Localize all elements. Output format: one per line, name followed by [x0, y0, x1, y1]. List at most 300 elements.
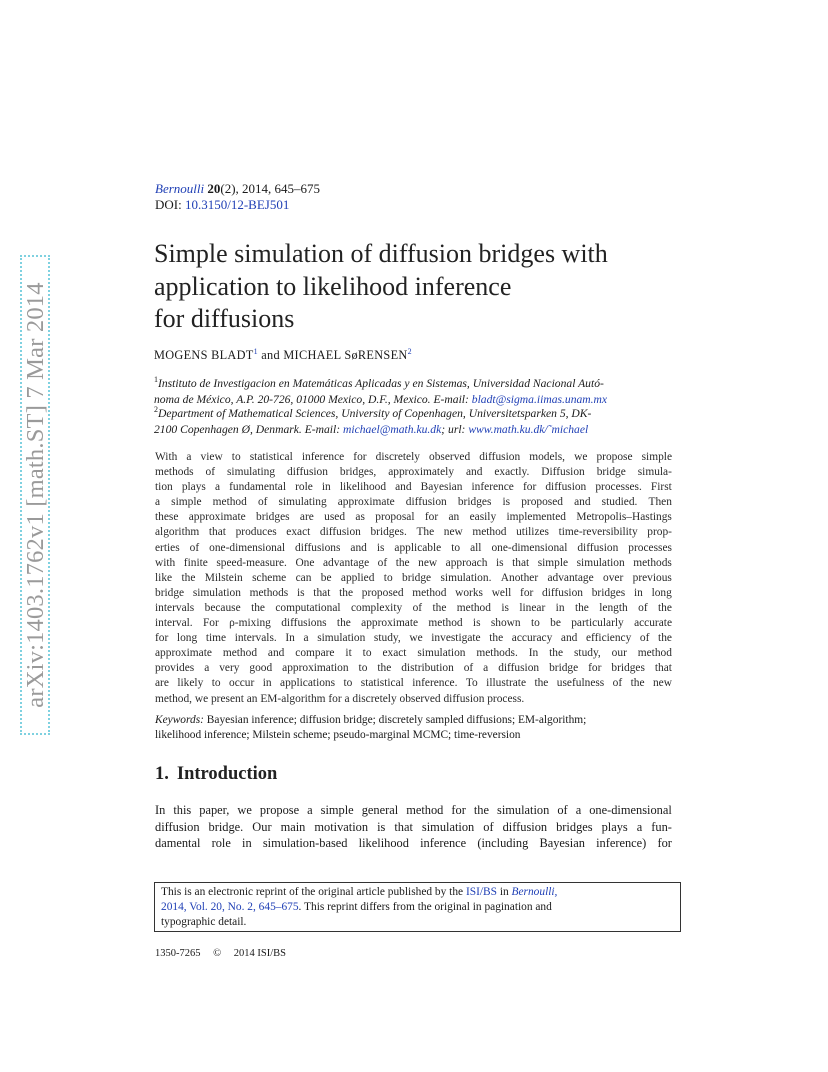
- word: study,: [373, 632, 401, 645]
- word: well: [491, 586, 512, 599]
- word: accuracy: [511, 632, 553, 645]
- word: (including: [477, 836, 529, 850]
- email-link[interactable]: bladt@sigma.iimas.unam.mx: [471, 392, 608, 406]
- word: finite: [183, 556, 208, 569]
- journal-issue-pages: (2), 2014, 645–675: [220, 181, 321, 196]
- word: in: [321, 481, 331, 494]
- word: of: [377, 556, 388, 569]
- word: Another: [500, 571, 539, 584]
- word: of: [557, 803, 568, 817]
- word: a: [155, 496, 161, 509]
- word: a: [214, 481, 220, 494]
- word: proposed: [361, 586, 404, 599]
- word: erties: [155, 541, 180, 554]
- word: these: [155, 511, 179, 524]
- arxiv-identifier: arXiv:1403.1762v1 [math.ST] 7 Mar 2014: [22, 282, 49, 708]
- word: and: [395, 481, 412, 494]
- isi-bs-link[interactable]: ISI/BS: [465, 886, 497, 898]
- word: approximate: [188, 511, 246, 524]
- text-line: [155, 495, 672, 510]
- title-line: application to likelihood inference: [154, 271, 512, 301]
- word: scheme: [252, 571, 287, 584]
- word: to: [231, 451, 241, 463]
- word: compare: [295, 647, 335, 660]
- email-link[interactable]: michael@math.ku.dk: [343, 422, 442, 436]
- word: provides: [155, 662, 195, 675]
- affil-text: Department of Mathematical Sciences, University of Copenhagen, Universitetsparken 5, DK-: [158, 406, 592, 420]
- word: paper,: [199, 803, 230, 817]
- word: diffusion: [405, 496, 447, 509]
- word: to: [211, 677, 221, 690]
- word: a: [636, 819, 643, 834]
- reprint-text: . This reprint differs from the original in pagination and: [298, 901, 552, 913]
- text-line: method, we present an EM-algorithm for a discretely observed diffusion process.: [155, 692, 525, 705]
- word: is: [501, 601, 509, 614]
- word: With: [155, 451, 178, 463]
- word: investigate: [431, 632, 481, 645]
- word: advantage: [322, 556, 370, 569]
- text-line: [155, 631, 672, 646]
- author-affil-ref[interactable]: 1: [253, 347, 258, 356]
- word: the: [339, 586, 354, 599]
- word: to: [530, 617, 540, 630]
- word: the: [630, 677, 645, 690]
- word: bridges: [556, 819, 593, 834]
- word: our: [611, 647, 627, 660]
- word: main: [280, 819, 306, 834]
- word: approximate: [155, 647, 212, 660]
- affil-text: 2100 Copenhagen Ø, Denmark. E-mail:: [154, 422, 344, 436]
- word: For: [202, 617, 219, 630]
- reprint-notice: [154, 882, 681, 932]
- word: the: [395, 556, 410, 569]
- word: for: [657, 836, 672, 850]
- word: this: [173, 803, 192, 817]
- word: proposal: [375, 511, 415, 524]
- word: for: [520, 586, 534, 599]
- word: utilizes: [516, 526, 549, 539]
- word: the: [574, 601, 589, 614]
- reprint-text: This is an electronic reprint of the original article published by the: [161, 886, 466, 898]
- word: new: [418, 556, 438, 569]
- word: is: [495, 556, 504, 569]
- word: for: [353, 451, 367, 463]
- word: simple: [320, 803, 354, 817]
- text-line: [155, 556, 672, 571]
- word: propose: [259, 803, 300, 817]
- text-line: [155, 835, 672, 852]
- word: new: [652, 677, 672, 690]
- word: the: [251, 601, 265, 614]
- text-line: [155, 571, 672, 586]
- title-line: for diffusions: [154, 304, 295, 333]
- word: works: [455, 586, 483, 599]
- word: to: [358, 662, 368, 675]
- word: In: [155, 803, 166, 817]
- word: the: [181, 571, 196, 584]
- doi-link[interactable]: 10.3150/12-BEJ501: [184, 197, 290, 212]
- word: like: [155, 571, 173, 584]
- word: of: [257, 496, 268, 509]
- author-name: MICHAEL SøRENSEN: [283, 348, 408, 363]
- abstract: [155, 450, 672, 707]
- word: To: [465, 677, 478, 690]
- word: and: [267, 647, 285, 660]
- word: role: [211, 836, 231, 850]
- word: of: [189, 541, 200, 554]
- word: used: [324, 511, 346, 524]
- author-separator: and: [257, 348, 284, 363]
- word: of: [612, 677, 623, 690]
- text-line: [155, 510, 672, 525]
- word: in: [633, 586, 643, 599]
- word: implemented: [506, 511, 566, 524]
- word: for: [522, 481, 537, 494]
- word: that: [313, 586, 331, 599]
- word: for: [155, 632, 169, 645]
- word: the: [432, 601, 447, 614]
- text-line: [155, 525, 672, 540]
- word: a: [307, 803, 313, 817]
- word: are: [299, 511, 314, 524]
- word: diffusion: [287, 466, 328, 479]
- word: diffusion: [577, 541, 619, 554]
- author-affil-ref[interactable]: 2: [407, 347, 412, 356]
- article-reference-link[interactable]: 2014, Vol. 20, No. 2, 645–675: [161, 901, 299, 913]
- word: the: [489, 632, 504, 645]
- word: proposed: [521, 496, 563, 509]
- text-line: [155, 819, 672, 836]
- page-footer: [155, 948, 296, 959]
- word: bridges: [591, 586, 626, 599]
- word: propose: [596, 451, 633, 463]
- word: motivation: [314, 819, 369, 834]
- word: are: [155, 677, 169, 690]
- word: over: [603, 571, 624, 584]
- affiliation-2: [154, 402, 674, 438]
- section-heading: [155, 764, 285, 785]
- word: of: [639, 632, 650, 645]
- arxiv-side-stamp: [18, 255, 54, 735]
- word: that: [394, 819, 413, 834]
- word: inference: [301, 451, 345, 463]
- word: Bayesian: [539, 836, 585, 850]
- word: can: [295, 571, 312, 584]
- word: exact: [382, 647, 407, 660]
- url-label: ; url:: [441, 422, 469, 436]
- word: diffusion: [498, 662, 540, 675]
- word: in: [242, 836, 252, 850]
- word: to: [343, 677, 353, 690]
- word: that: [208, 526, 226, 539]
- word: a: [303, 632, 309, 645]
- word: simulation: [576, 556, 625, 569]
- word: illustrate: [486, 677, 527, 690]
- doi-label: DOI:: [155, 197, 182, 212]
- word: we: [237, 803, 252, 817]
- word: statistical: [249, 451, 293, 463]
- word: tion: [155, 481, 173, 494]
- word: The: [416, 526, 435, 539]
- bernoulli-link[interactable]: Bernoulli,: [511, 886, 558, 898]
- word: exactly.: [494, 466, 530, 479]
- word: approximate: [361, 617, 419, 630]
- word: to: [451, 541, 461, 554]
- word: simulation.: [440, 571, 492, 584]
- keywords: [155, 713, 672, 743]
- word: bridges,: [339, 466, 377, 479]
- word: methods.: [476, 647, 518, 660]
- word: method: [472, 526, 507, 539]
- text-line: [155, 676, 672, 691]
- word: bridges: [457, 496, 492, 509]
- word: for: [451, 803, 466, 817]
- word: diffusion: [479, 451, 521, 463]
- word: for: [424, 511, 439, 524]
- word: to: [362, 647, 372, 660]
- word: of: [638, 601, 648, 614]
- word: is: [377, 819, 386, 834]
- word: inference: [471, 481, 514, 494]
- word: simple: [641, 451, 672, 463]
- word: applications: [280, 677, 336, 690]
- text-line: [155, 450, 672, 465]
- word: simulation: [421, 819, 475, 834]
- word: usefulness: [556, 677, 605, 690]
- word: a: [575, 803, 582, 817]
- word: Metropolis–Hastings: [576, 511, 672, 524]
- copyright-holder: 2014 ISI/BS: [233, 948, 286, 959]
- word: of: [412, 601, 423, 614]
- word: plays: [601, 819, 628, 834]
- word: the: [377, 662, 392, 675]
- affil-number: 1: [154, 375, 158, 384]
- word: very: [219, 662, 240, 675]
- word: long: [176, 632, 198, 645]
- homepage-link[interactable]: www.math.ku.dk/˜michael: [468, 422, 589, 436]
- word: approximation: [282, 662, 349, 675]
- word: with: [155, 556, 176, 569]
- word: method: [406, 803, 444, 817]
- word: is: [472, 617, 481, 630]
- word: is: [502, 496, 511, 509]
- word: of: [463, 662, 474, 675]
- reprint-text: in: [496, 886, 512, 898]
- word: an: [448, 511, 460, 524]
- journal-header: [155, 181, 320, 213]
- journal-name-link[interactable]: Bernoulli: [155, 181, 205, 196]
- word: computational: [275, 601, 341, 614]
- word: models,: [529, 451, 566, 463]
- word: the: [473, 803, 489, 817]
- word: simulation: [417, 647, 466, 660]
- word: one-dimensional: [209, 541, 286, 554]
- copyright-symbol: ©: [213, 948, 222, 959]
- word: the: [658, 601, 672, 614]
- word: bridge: [596, 466, 626, 479]
- word: a: [483, 662, 489, 675]
- text-line: [155, 480, 672, 495]
- word: diffusion: [545, 481, 587, 494]
- word: bridge: [155, 586, 185, 599]
- reprint-text: typographic detail.: [161, 916, 247, 928]
- word: produces: [235, 526, 277, 539]
- word: for: [588, 662, 602, 675]
- word: Diffusion: [541, 466, 585, 479]
- word: simulation: [192, 586, 241, 599]
- keywords-label: Keywords:: [155, 714, 204, 726]
- keywords-text: likelihood inference; Milstein scheme; pseudo-marginal MCMC; time-reversion: [155, 729, 521, 742]
- word: simulation: [497, 803, 550, 817]
- word: and: [574, 496, 591, 509]
- word: all: [470, 541, 482, 554]
- word: a: [204, 662, 210, 675]
- word: In: [285, 632, 295, 645]
- word: approximate: [337, 496, 395, 509]
- word: occur: [229, 677, 255, 690]
- section-title: Introduction: [176, 764, 278, 784]
- word: simple: [171, 496, 202, 509]
- word: in: [262, 677, 272, 690]
- word: exact: [286, 526, 311, 539]
- word: because: [204, 601, 241, 614]
- word: observed: [429, 451, 471, 463]
- word: likelihood: [358, 836, 409, 850]
- word: ρ-mixing: [229, 617, 271, 630]
- word: simulation-based: [262, 836, 348, 850]
- word: previous: [632, 571, 672, 584]
- word: we: [574, 451, 588, 463]
- word: one-dimensional: [491, 541, 568, 554]
- word: to: [383, 571, 393, 584]
- word: diffusions: [295, 541, 341, 554]
- word: algorithm: [155, 526, 200, 539]
- word: method: [212, 496, 247, 509]
- word: method: [412, 586, 447, 599]
- word: a: [186, 451, 192, 463]
- title-line: Simple simulation of diffusion bridges with: [154, 239, 608, 268]
- word: and: [465, 466, 483, 479]
- word: bridges: [256, 511, 290, 524]
- word: methods: [155, 466, 194, 479]
- author-list: [154, 347, 412, 363]
- word: it: [345, 647, 352, 660]
- affil-text: Instituto de Investigacion en Matemáticas Aplicadas y en Sistemas, Universidad Nacional Autó-: [158, 376, 604, 390]
- journal-volume: 20: [207, 181, 221, 196]
- word: accurate: [634, 617, 672, 630]
- word: Milstein: [204, 571, 243, 584]
- affil-number: 2: [154, 405, 158, 414]
- word: advantage: [547, 571, 594, 584]
- word: role: [295, 481, 313, 494]
- word: the: [549, 647, 564, 660]
- word: is: [296, 586, 305, 599]
- word: in: [555, 601, 565, 614]
- word: likelihood: [339, 481, 387, 494]
- intro-paragraph: [155, 802, 672, 852]
- word: the: [336, 617, 351, 630]
- word: time: [205, 632, 227, 645]
- word: statistical: [360, 677, 404, 690]
- word: Then: [648, 496, 672, 509]
- word: study,: [573, 647, 601, 660]
- word: simulation: [317, 632, 366, 645]
- word: method: [222, 647, 258, 660]
- word: method: [637, 647, 672, 660]
- word: bridge: [402, 571, 432, 584]
- section-number: 1.: [155, 764, 169, 784]
- word: intervals.: [234, 632, 277, 645]
- word: fun-: [651, 819, 672, 834]
- word: diffusion: [542, 586, 583, 599]
- word: time-reversibility: [558, 526, 638, 539]
- affil-text: noma de México, A.P. 20-726, 01000 Mexico, D.F., Mexico. E-mail:: [154, 392, 472, 406]
- word: intervals: [155, 601, 195, 614]
- word: and: [560, 632, 578, 645]
- word: bridge: [549, 662, 579, 675]
- word: diffusion: [502, 819, 548, 834]
- text-line: [155, 646, 672, 661]
- keywords-text: Bayesian inference; diffusion bridge; discretely sampled diffusions; EM-algorithm;: [206, 714, 587, 726]
- word: that: [654, 662, 672, 675]
- text-line: [155, 601, 672, 616]
- word: be: [550, 617, 561, 630]
- word: One: [295, 556, 315, 569]
- word: First: [650, 481, 672, 494]
- word: inference): [596, 836, 647, 850]
- word: the: [658, 632, 672, 645]
- word: bridge.: [208, 819, 244, 834]
- word: methods: [249, 586, 289, 599]
- word: Bayesian: [420, 481, 463, 494]
- word: likely: [177, 677, 204, 690]
- word: simple: [537, 556, 569, 569]
- word: diffusion: [155, 819, 200, 834]
- text-line: [155, 586, 672, 601]
- word: prop-: [647, 526, 672, 539]
- word: methods: [633, 556, 672, 569]
- word: simula-: [637, 466, 672, 479]
- word: shown: [490, 617, 521, 630]
- word: method: [456, 601, 491, 614]
- word: be: [320, 571, 332, 584]
- word: inference: [420, 836, 467, 850]
- word: good: [249, 662, 273, 675]
- text-line: [155, 465, 672, 480]
- word: and: [350, 541, 367, 554]
- word: speed-measure.: [216, 556, 287, 569]
- word: diffusion: [319, 526, 361, 539]
- word: linear: [519, 601, 546, 614]
- word: is: [376, 541, 385, 554]
- word: view: [200, 451, 223, 463]
- word: particularly: [571, 617, 624, 630]
- word: as: [355, 511, 365, 524]
- word: processes: [628, 541, 672, 554]
- word: applied: [340, 571, 375, 584]
- word: bridges: [611, 662, 645, 675]
- word: discretely: [375, 451, 420, 463]
- word: studied.: [601, 496, 638, 509]
- word: of: [205, 466, 216, 479]
- word: inference.: [412, 677, 458, 690]
- word: method: [428, 617, 463, 630]
- word: efficiency: [585, 632, 632, 645]
- word: that: [512, 556, 530, 569]
- word: damental: [155, 836, 201, 850]
- word: interval.: [155, 617, 193, 630]
- word: fundamental: [229, 481, 287, 494]
